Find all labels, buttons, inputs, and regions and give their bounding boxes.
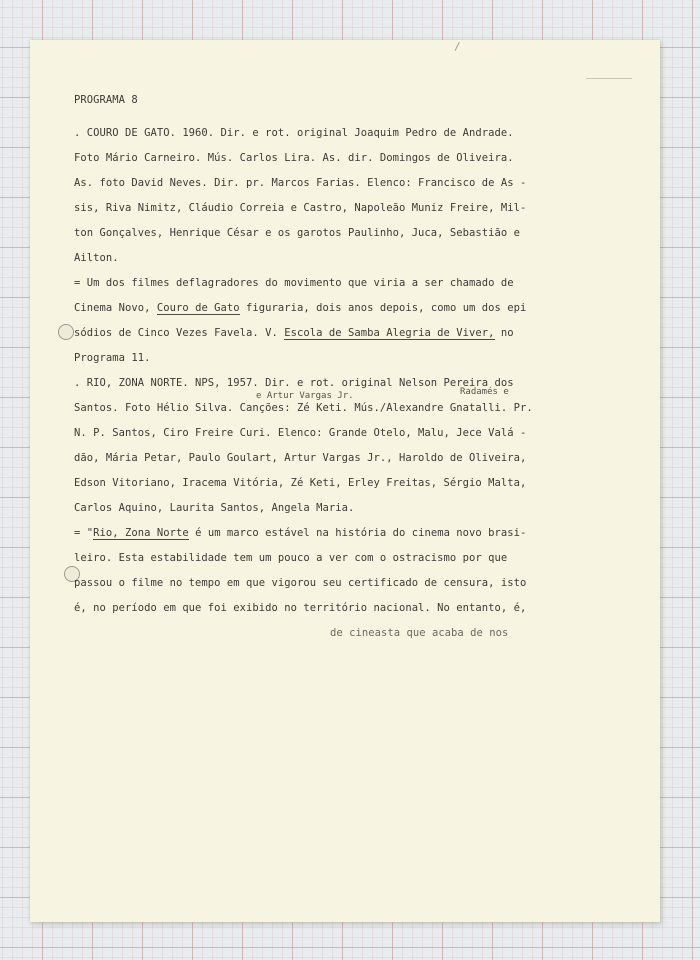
text-run: Cinema Novo, [74,302,157,314]
text-line [74,302,526,314]
underlined-title: Couro de Gato [156,302,240,314]
text-line: passou o filme no tempo em que vigorou seu certificado de censura, isto [74,577,527,589]
text-run: sódios de Cinco Vezes Favela. V. [74,327,285,339]
text-line: Ailton. [74,252,119,264]
text-line [74,327,514,339]
underlined-title: Rio, Zona Norte [93,527,189,539]
text-line: dão, Mária Petar, Paulo Goulart, Artur Vargas Jr., Haroldo de Oliveira, [74,452,527,464]
text-line: ton Gonçalves, Henrique César e os garotos Paulinho, Juca, Sebastião e [74,227,521,239]
text-line: Edson Vitoriano, Iracema Vitória, Zé Keti, Erley Freitas, Sérgio Malta, [74,477,527,489]
margin-dash [586,78,632,79]
text-line: Carlos Aquino, Laurita Santos, Angela Maria. [74,502,355,514]
text-line: = Um dos filmes deflagradores do movimento que viria a ser chamado de [74,277,514,289]
typewritten-page [30,40,660,922]
interlinear-addition: Radamés e [460,387,509,397]
text-line: é, no período em que foi exibido no território nacional. No entanto, é, [74,602,527,614]
text-line: sis, Riva Nimitz, Cláudio Correia e Castro, Napoleão Muniz Freire, Mil- [74,202,527,214]
text-line-partial: de cineasta que acaba de nos [330,627,509,639]
text-run: é um marco estável na história do cinema novo brasi- [188,527,527,539]
pencil-mark: / [454,40,461,53]
text-run: no [494,327,514,339]
text-line: N. P. Santos, Ciro Freire Curi. Elenco: Grande Otelo, Malu, Jece Valá - [74,427,527,439]
text-line: Foto Mário Carneiro. Mús. Carlos Lira. As. dir. Domingos de Oliveira. [74,152,514,164]
interlinear-addition: e Artur Vargas Jr. [256,391,354,401]
text-line [74,527,526,539]
text-line: . COURO DE GATO. 1960. Dir. e rot. original Joaquim Pedro de Andrade. [74,127,514,139]
text-line: As. foto David Neves. Dir. pr. Marcos Farias. Elenco: Francisco de As - [74,177,527,189]
text-line: Santos. Foto Hélio Silva. Canções: Zé Keti. Mús./Alexandre Gnatalli. Pr. [74,402,533,414]
program-heading: PROGRAMA 8 [74,94,138,106]
text-line: . RIO, ZONA NORTE. NPS, 1957. Dir. e rot. original Nelson Pereira dos [74,377,514,389]
text-run: = " [74,527,94,539]
underlined-title: Escola de Samba Alegria de Viver, [284,327,495,339]
punch-hole [58,324,74,340]
text-line: leiro. Esta estabilidade tem um pouco a ver com o ostracismo por que [74,552,508,564]
text-run: figuraria, dois anos depois, como um dos epi [239,302,527,314]
text-line: Programa 11. [74,352,151,364]
